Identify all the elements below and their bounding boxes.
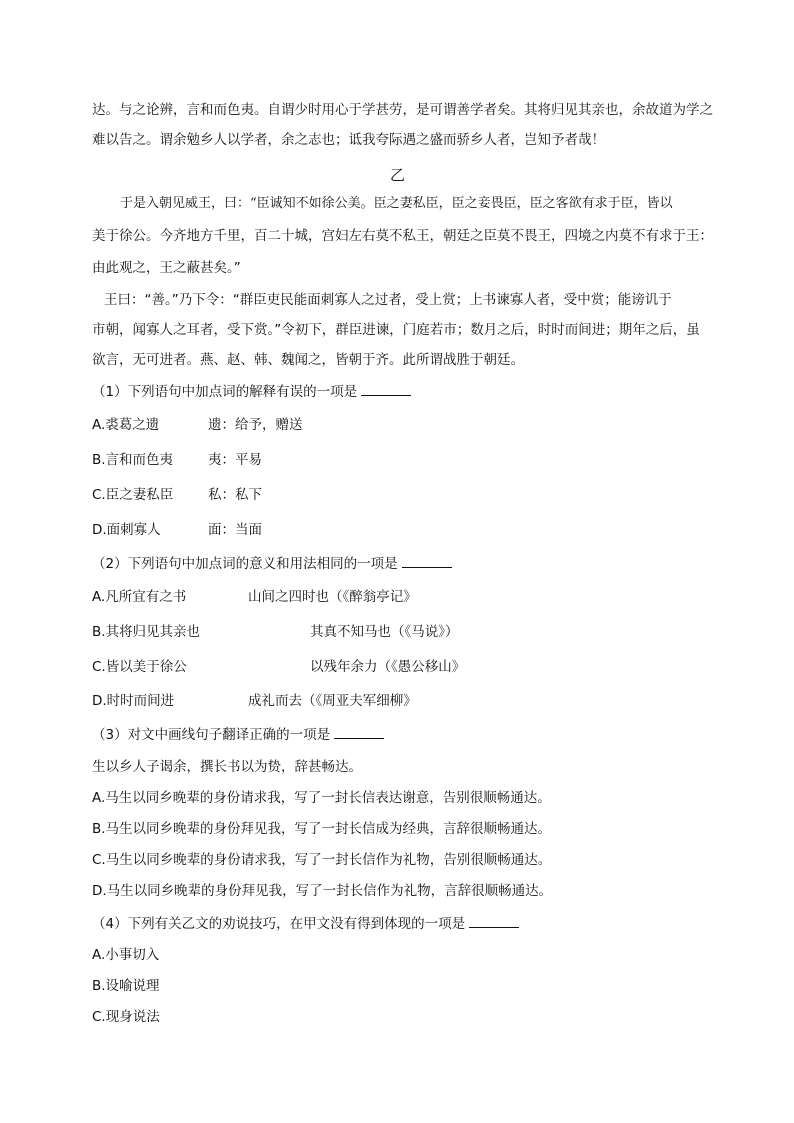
section-title-yi: 乙	[390, 166, 406, 184]
q1-option-b[interactable]: B.言和而色夷	[92, 452, 174, 468]
q2-option-a[interactable]: A.凡所宜有之书	[92, 589, 187, 605]
passage-jia-line-2: 难以告之。谓余勉乡人以学者，余之志也；诋我夸际遇之盛而骄乡人者，岂知予者哉！	[92, 132, 605, 148]
passage-yi-p2-line-2: 市朝，闻寡人之耳者，受下赏。”令初下，群臣进谏，门庭若市；数月之后，时时而间进；期年之后，虽	[92, 322, 700, 338]
q4-answer-blank[interactable]	[469, 915, 519, 928]
q2-option-a-compare: 山间之四时也（《醉翁亭记》	[248, 589, 417, 605]
q1-option-b-gloss: 夷：平易	[208, 452, 262, 468]
q2-stem: （2）下列语句中加点词的意义和用法相同的一项是	[92, 554, 452, 574]
q2-option-c[interactable]: C.皆以美于徐公	[92, 659, 187, 675]
q2-option-c-compare: 以残年余力（《愚公移山》	[310, 659, 466, 675]
q4-option-b[interactable]: B.设喻说理	[92, 978, 160, 994]
q2-option-d[interactable]: D.时时而间进	[92, 693, 175, 709]
q2-option-d-compare: 成礼而去（《周亚夫军细柳》	[248, 693, 417, 709]
q4-option-a[interactable]: A.小事切入	[92, 947, 160, 963]
q1-answer-blank[interactable]	[361, 383, 411, 396]
q1-stem: （1）下列语句中加点词的解释有误的一项是	[92, 382, 411, 402]
q3-sentence: 生以乡人子谒余，撰长书以为贽，辞甚畅达。	[92, 759, 362, 775]
q2-option-b-compare: 其真不知马也（《马说》）	[310, 624, 459, 640]
q3-answer-blank[interactable]	[334, 726, 384, 739]
passage-yi-p2-line-1: 王曰：“善。”乃下令：“群臣吏民能面刺寡人之过者，受上赏；上书谏寡人者，受中赏；能谤讥于	[104, 292, 672, 308]
passage-yi-p2-line-3: 欲言，无可进者。燕、赵、韩、魏闻之，皆朝于齐。此所谓战胜于朝廷。	[92, 352, 524, 368]
q2-option-b[interactable]: B.其将归见其亲也	[92, 624, 201, 640]
passage-yi-p1-line-3: 由此观之，王之蔽甚矣。”	[92, 260, 241, 276]
q3-option-b[interactable]: B.马生以同乡晚辈的身份拜见我，写了一封长信成为经典，言辞很顺畅通达。	[92, 821, 552, 837]
q1-option-a[interactable]: A.裘葛之遗	[92, 417, 160, 433]
q3-option-d[interactable]: D.马生以同乡晚辈的身份拜见我，写了一封长信作为礼物，言辞很顺畅通达。	[92, 883, 553, 899]
passage-yi-p1-line-1: 于是入朝见威王，曰：“臣诚知不如徐公美。臣之妻私臣，臣之妾畏臣，臣之客欲有求于臣，皆以	[120, 196, 673, 211]
q3-option-c[interactable]: C.马生以同乡晚辈的身份请求我，写了一封长信作为礼物，告别很顺畅通达。	[92, 852, 552, 868]
q1-option-d[interactable]: D.面刺寡人	[92, 522, 161, 538]
q3-stem: （3）对文中画线句子翻译正确的一项是	[92, 725, 384, 745]
q1-option-d-gloss: 面：当面	[208, 522, 262, 538]
q4-option-c[interactable]: C.现身说法	[92, 1009, 160, 1025]
q1-option-a-gloss: 遗：给予，赠送	[208, 417, 303, 433]
q3-option-a[interactable]: A.马生以同乡晚辈的身份请求我，写了一封长信表达谢意，告别很顺畅通达。	[92, 790, 551, 806]
passage-jia-line-1: 达。与之论辨，言和而色夷。自谓少时用心于学甚劳，是可谓善学者矣。其将归见其亲也，余故道为学之	[92, 102, 713, 118]
passage-yi-p1-line-2: 美于徐公。今齐地方千里，百二十城，宫妇左右莫不私王，朝廷之臣莫不畏王，四境之内莫不有求于王：	[92, 228, 713, 244]
q1-option-c-gloss: 私：私下	[208, 487, 262, 503]
q4-stem: （4）下列有关乙文的劝说技巧，在甲文没有得到体现的一项是	[92, 914, 519, 934]
q1-option-c[interactable]: C.臣之妻私臣	[92, 487, 174, 503]
q2-answer-blank[interactable]	[402, 555, 452, 568]
